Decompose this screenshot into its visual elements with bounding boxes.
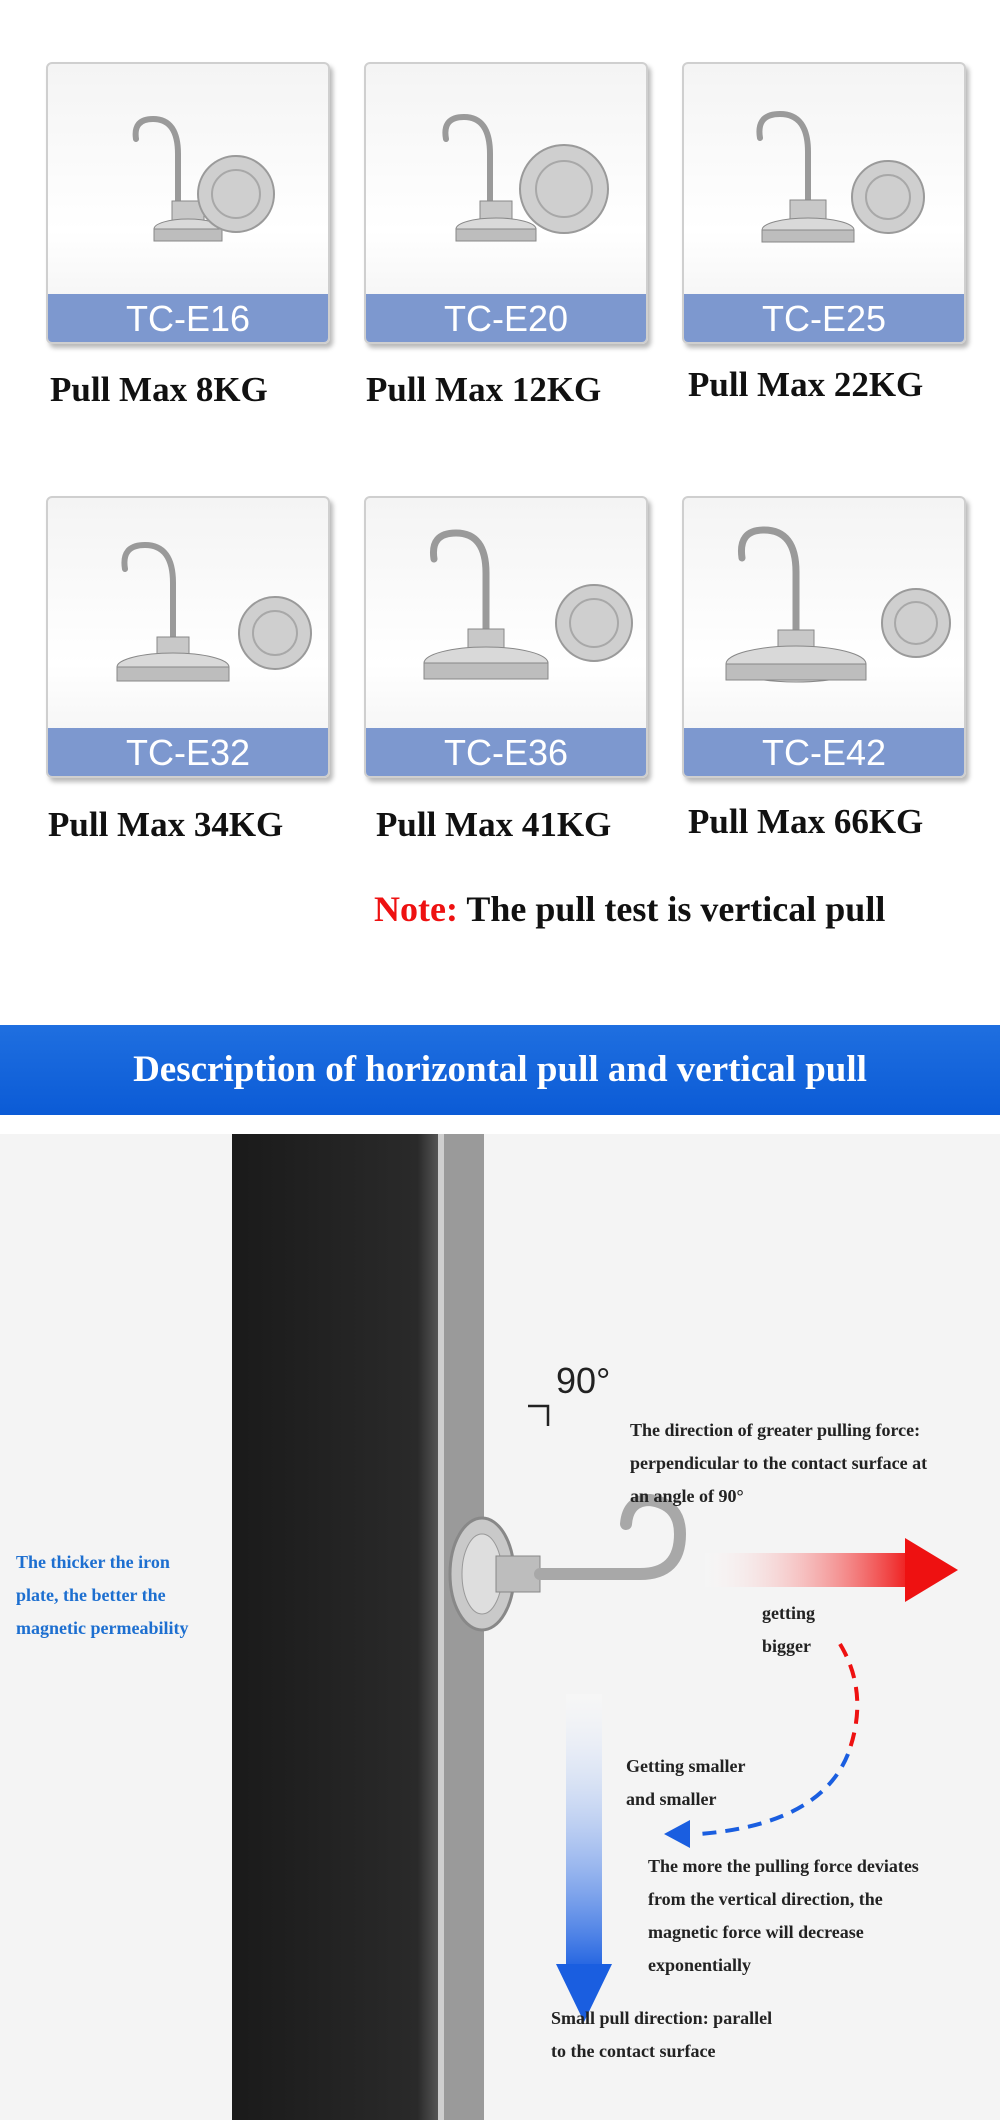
product-card-tc-e42[interactable]: [682, 496, 966, 778]
product-card-tc-e36[interactable]: [364, 496, 648, 778]
banner-title: Description of horizontal pull and vertical pull: [133, 1049, 867, 1090]
small-pull-text: Small pull direction: parallel to the contact surface: [551, 2008, 773, 2061]
greater-force-text: The direction of greater pulling force: perpendicular to the contact surface at an angle of 90°: [630, 1420, 928, 1506]
model-label: TC-E42: [684, 728, 964, 776]
pull-direction-diagram: [0, 1134, 1000, 2120]
getting-bigger-text: getting bigger: [762, 1603, 815, 1656]
model-label: TC-E32: [48, 728, 328, 776]
thicker-plate-text: The thicker the iron plate, the better the magnetic permeability: [16, 1552, 189, 1638]
pull-max-label: Pull Max 41KG: [376, 805, 612, 844]
model-label: TC-E36: [366, 728, 646, 776]
magnet-hook-image: [684, 498, 964, 728]
iron-plate: [232, 1134, 438, 2120]
pull-max-label: Pull Max 34KG: [48, 805, 284, 844]
note-line: [374, 888, 885, 930]
angle-label: 90°: [556, 1360, 611, 1401]
section-banner: [0, 1025, 1000, 1115]
product-card-tc-e32[interactable]: [46, 496, 330, 778]
note-label: Note:: [374, 889, 458, 929]
magnet-hook-image: [684, 64, 964, 294]
pull-max-label: Pull Max 8KG: [50, 370, 268, 409]
product-card-tc-e16[interactable]: [46, 62, 330, 344]
pull-max-label: Pull Max 22KG: [688, 365, 924, 404]
red-arrow: [905, 1538, 958, 1602]
getting-smaller-text: Getting smaller and smaller: [626, 1756, 746, 1809]
product-card-tc-e20[interactable]: [364, 62, 648, 344]
note-text: The pull test is vertical pull: [466, 889, 886, 929]
pull-max-label: Pull Max 12KG: [366, 370, 602, 409]
model-label: TC-E25: [684, 294, 964, 342]
deviation-text: The more the pulling force deviates from the vertical direction, the magnetic force will decrease exponentially: [648, 1856, 919, 1975]
model-label: TC-E20: [366, 294, 646, 342]
magnet-hook-image: [366, 498, 646, 728]
pull-max-label: Pull Max 66KG: [688, 802, 924, 841]
magnet-hook-image: [48, 64, 328, 294]
magnet-hook-image: [366, 64, 646, 294]
model-label: TC-E16: [48, 294, 328, 342]
magnet-hook-image: [48, 498, 328, 728]
product-card-tc-e25[interactable]: [682, 62, 966, 344]
